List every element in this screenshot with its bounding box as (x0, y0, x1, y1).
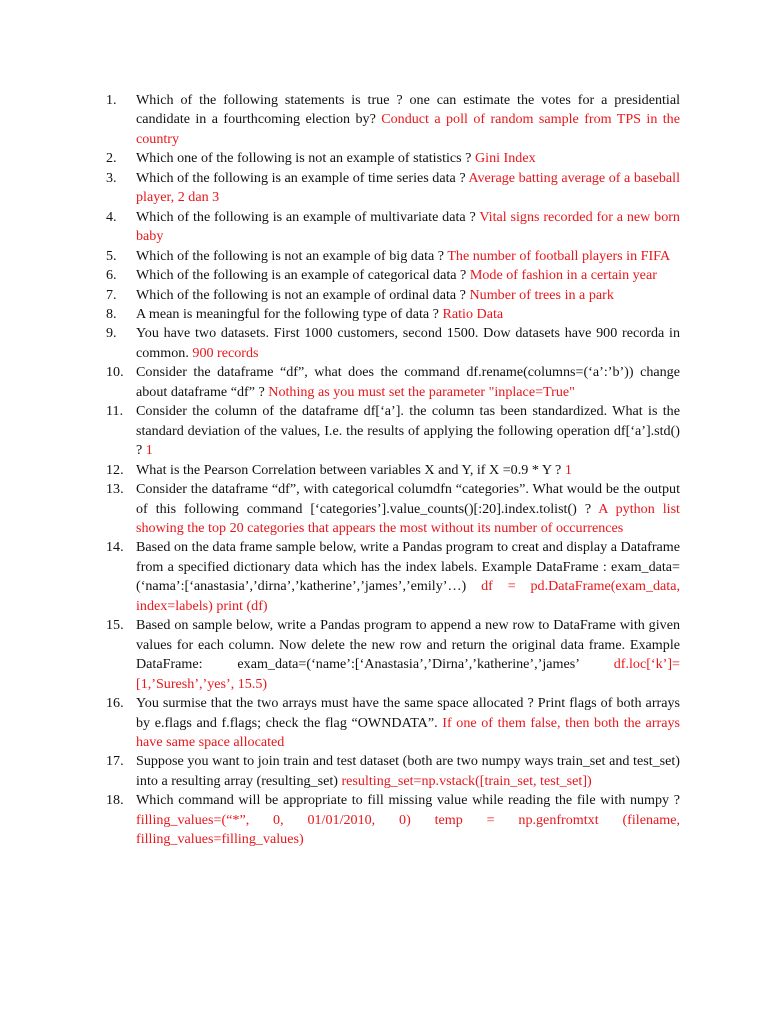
answer-text: df.loc[‘k’]=[1,’Suresh’,’yes’, 15.5) (136, 656, 680, 692)
question-item-5 (106, 247, 680, 266)
question-item-1 (106, 91, 680, 149)
answer-text: The number of football players in FIFA (447, 247, 671, 264)
question-text: Which of the following is an example of multivariate data ? (136, 208, 476, 225)
question-number: 11. (106, 403, 124, 420)
answer-text: Ratio Data (442, 305, 504, 322)
question-text: Which command will be appropriate to fill missing value while reading the file with numpy ? (136, 792, 680, 809)
answer-text: 900 records (192, 344, 259, 361)
question-text: Which one of the following is not an example of statistics ? (136, 150, 472, 167)
question-text: Consider the column of the dataframe df[‘a’]. the column tas been standardized. What is the standard deviation of the values, I.e. the results of applying the following operation df[‘a’].std() ? (136, 403, 680, 459)
question-number: 1. (106, 92, 117, 108)
question-text: Which of the following is an example of time series data ? (136, 169, 466, 186)
answer-text: If one of them false, then both the arrays have same space allocated (136, 714, 680, 750)
question-text: Which of the following is an example of categorical data ? (136, 267, 467, 284)
answer-text: Average batting average of a baseball player, 2 dan 3 (136, 169, 680, 206)
question-number: 17. (106, 753, 124, 770)
answer-text: 1 (564, 461, 572, 478)
answer-text: Nothing as you must set the parameter "inplace=True" (268, 383, 575, 400)
question-item-16 (106, 694, 680, 752)
question-number: 18. (106, 792, 124, 809)
answer-text: df = pd.DataFrame(exam_data, index=labels) print (df) (136, 578, 680, 614)
answer-text: 1 (145, 442, 153, 459)
question-list (106, 91, 680, 850)
question-text: What is the Pearson Correlation between variables X and Y, if X =0.9 * Y ? (136, 461, 562, 478)
question-item-10 (106, 363, 680, 402)
question-text: You have two datasets. First 1000 customers, second 1500. Dow datasets have 900 recorda in common. (136, 325, 680, 361)
question-item-9 (106, 324, 680, 363)
question-number: 8. (106, 305, 117, 322)
question-text: Based on the data frame sample below, write a Pandas program to creat and display a Dataframe from a specified dictionary data which has the index labels. Example DataFrame : exam_data=(‘nama’:[‘anastasia’,’dirna’,’katherine’,’james’,’emily’…) (136, 539, 680, 595)
answer-text: Mode of fashion in a certain year (469, 267, 657, 284)
question-number: 6. (106, 267, 117, 284)
answer-text: filling_values=(“*”, 0, 01/01/2010, 0) temp = np.genfromtxt (filename, filling_values=filling_values) (136, 811, 680, 848)
question-number: 12. (106, 461, 124, 478)
question-item-11 (106, 402, 680, 460)
question-item-13 (106, 480, 680, 538)
question-item-4 (106, 208, 680, 247)
answer-text: A python list showing the top 20 categories that appears the most without its number of occurrences (136, 500, 680, 536)
answer-text: Vital signs recorded for a new born baby (136, 208, 680, 245)
answer-text: Conduct a poll of random sample from TPS in the country (136, 111, 680, 147)
question-item-14 (106, 538, 680, 616)
question-item-18 (106, 791, 680, 849)
question-text: Based on sample below, write a Pandas program to append a new row to DataFrame with given values for each column. Now delete the new row and return the original data frame. Example DataFrame: exam_data=(‘name’:[‘Anastasia’,’Dirna’,’katherine’,’james’ (136, 617, 680, 673)
question-item-12 (106, 461, 680, 480)
question-text: Suppose you want to join train and test dataset (both are two numpy ways train_set and test_set) into a resulting array (resulting_set) (136, 753, 680, 789)
question-text: Consider the dataframe “df”, with categorical columdfn “categories”. What would be the output of this following command [‘categories’].value_counts()[:20].index.tolist() ? (136, 481, 680, 517)
question-number: 4. (106, 208, 117, 225)
question-text: Which of the following is not an example of big data ? (136, 247, 445, 264)
question-number: 5. (106, 247, 117, 264)
question-item-2 (106, 149, 680, 168)
question-text: Which of the following statements is true ? one can estimate the votes for a presidential candidate in a fourthcoming election by? (136, 92, 680, 128)
question-item-3 (106, 169, 680, 208)
question-number: 13. (106, 481, 124, 498)
question-item-8 (106, 305, 680, 324)
question-number: 7. (106, 286, 117, 303)
question-item-7 (106, 286, 680, 305)
question-number: 14. (106, 539, 124, 556)
question-text: A mean is meaningful for the following type of data ? (136, 305, 439, 322)
question-text: Which of the following is not an example of ordinal data ? (136, 286, 466, 303)
question-item-6 (106, 266, 680, 285)
question-item-15 (106, 616, 680, 694)
question-number: 3. (106, 169, 117, 186)
question-number: 15. (106, 617, 124, 634)
question-text: Consider the dataframe “df”, what does the command df.rename(columns=(‘a’:’b’)) change about dataframe “df” ? (136, 364, 680, 400)
question-number: 16. (106, 695, 124, 712)
question-text: You surmise that the two arrays must have the same space allocated ? Print flags of both arrays by e.flags and f.flags; check the flag “OWNDATA”. (136, 695, 680, 731)
question-number: 9. (106, 325, 117, 342)
answer-text: Number of trees in a park (469, 286, 614, 303)
question-number: 2. (106, 150, 117, 167)
question-item-17 (106, 752, 680, 791)
answer-text: resulting_set=np.vstack([train_set, test_set]) (341, 772, 592, 789)
question-number: 10. (106, 364, 124, 381)
answer-text: Gini Index (474, 150, 536, 167)
